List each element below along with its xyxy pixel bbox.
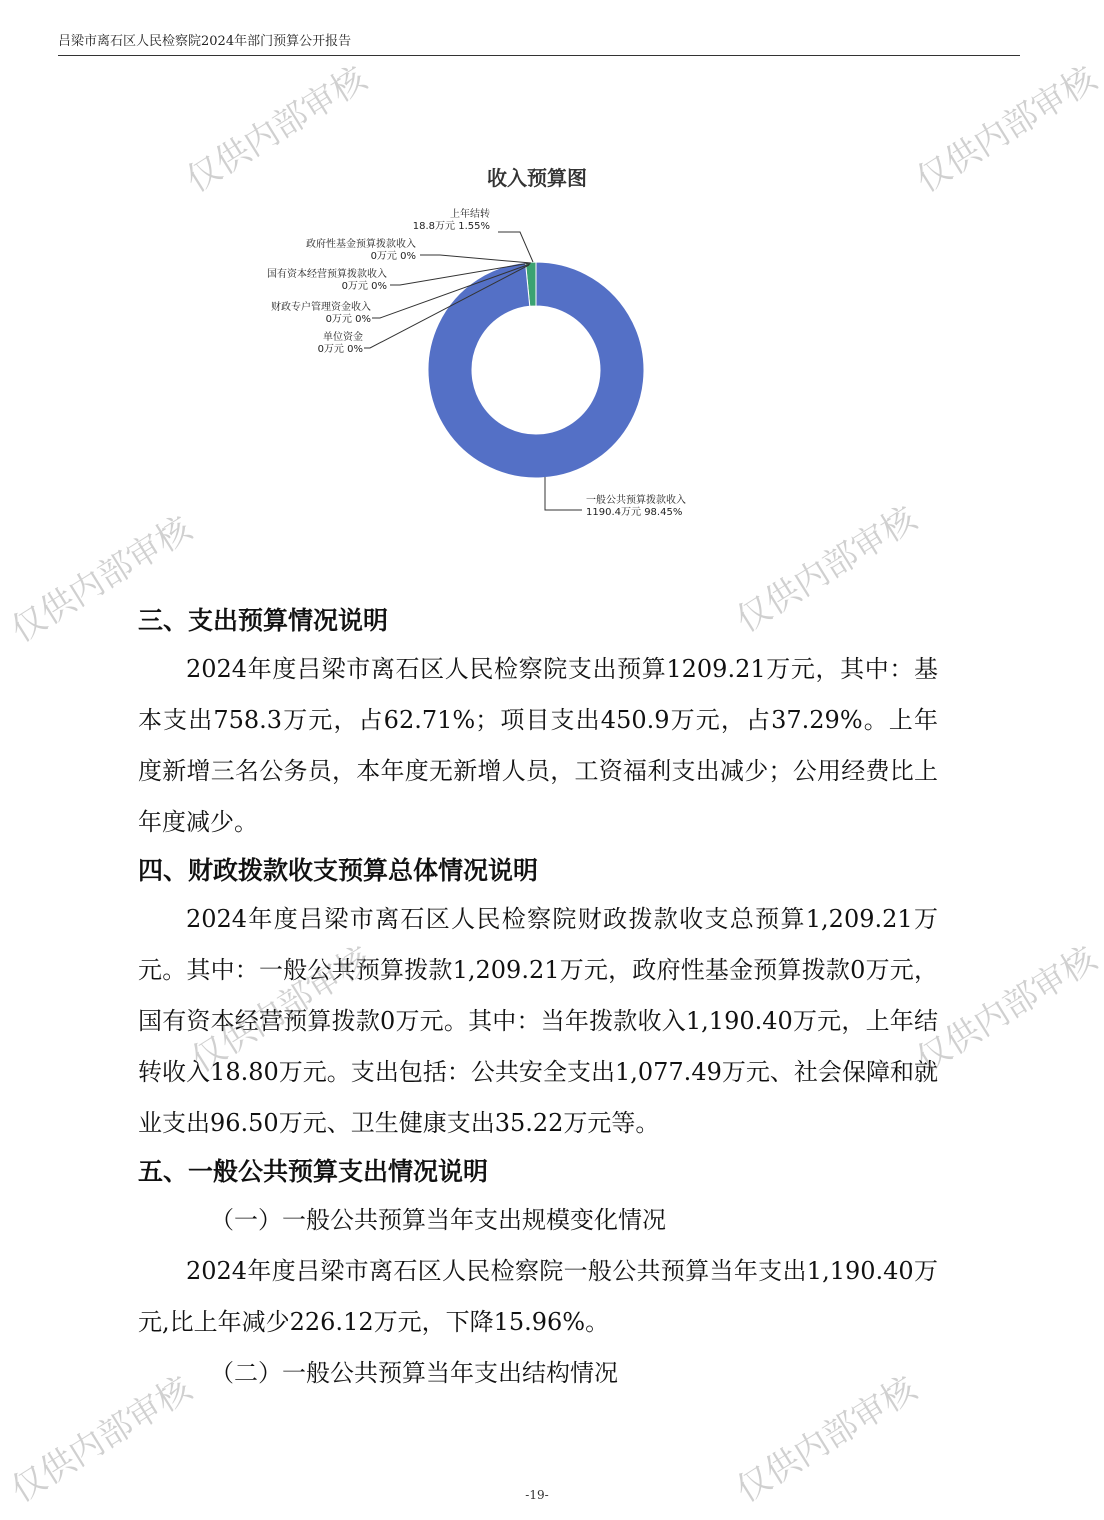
watermark: 仅供内部审核 <box>4 508 199 651</box>
label-slice-2-name: 财政专户管理资金收入 <box>271 302 371 313</box>
label-slice-0-name: 一般公共预算拨款收入 <box>586 495 686 506</box>
watermark: 仅供内部审核 <box>184 938 379 1081</box>
watermark: 仅供内部审核 <box>729 498 924 641</box>
label-slice-5: 上年结转 18.8万元 1.55% <box>412 209 490 232</box>
report-body <box>138 598 938 1399</box>
watermark: 仅供内部审核 <box>729 1368 924 1511</box>
section-3-heading: 三、支出预算情况说明 <box>138 606 389 635</box>
section-4-paragraph: 2024年度吕梁市离石区人民检察院财政拨款收支总预算1,209.21万元。其中：一般公共预算拨款1,209.21万元，政府性基金预算拨款0万元，国有资本经营预算拨款0万元。其中：当年拨款收入1,190.40万元，上年结转收入18.80万元。支出包括：公共安全支出1,077.49万元、社会保障和就业支出96.50万元、卫生健康支出35.22万元等。 <box>138 905 938 1137</box>
chart-title: 收入预算图 <box>487 166 587 190</box>
label-slice-4: 政府性基金预算拨款收入 0万元 0% <box>306 239 416 262</box>
leader-line-5 <box>498 232 533 262</box>
leader-line-4 <box>420 255 531 263</box>
section-4-heading: 四、财政拨款收支预算总体情况说明 <box>138 856 539 885</box>
donut-slice-0 <box>428 262 644 478</box>
label-slice-1: 单位资金 0万元 0% <box>317 332 363 355</box>
section-5-paragraph: 2024年度吕梁市离石区人民检察院一般公共预算当年支出1,190.40万元,比上年减少226.12万元，下降15.96%。 <box>138 1257 938 1336</box>
page-header: 吕梁市离石区人民检察院2024年部门预算公开报告 <box>58 30 1020 56</box>
leader-line-0 <box>545 477 582 510</box>
watermark: 仅供内部审核 <box>909 58 1104 201</box>
label-slice-0: 一般公共预算拨款收入 1190.4万元 98.45% <box>586 495 686 518</box>
section-5-heading: 五、一般公共预算支出情况说明 <box>138 1157 489 1186</box>
label-slice-5-name: 上年结转 <box>450 209 490 220</box>
label-slice-3: 国有资本经营预算拨款收入 0万元 0% <box>267 269 387 292</box>
label-slice-1-name: 单位资金 <box>323 332 363 343</box>
section-3-paragraph: 2024年度吕梁市离石区人民检察院支出预算1209.21万元，其中：基本支出758.3万元，占62.71%；项目支出450.9万元，占37.29%。上年度新增三名公务员，本年度无新增人员，工资福利支出减少；公用经费比上年度减少。 <box>138 655 938 836</box>
watermark: 仅供内部审核 <box>4 1368 199 1511</box>
income-budget-chart <box>0 150 1074 550</box>
label-slice-3-name: 国有资本经营预算拨款收入 <box>267 269 387 280</box>
section-5-subheading-1: （一）一般公共预算当年支出规模变化情况 <box>210 1206 666 1234</box>
page-number: -19- <box>525 1488 549 1502</box>
watermark: 仅供内部审核 <box>909 938 1104 1081</box>
label-slice-2: 财政专户管理资金收入 0万元 0% <box>271 302 371 325</box>
section-5-subheading-2: （二）一般公共预算当年支出结构情况 <box>210 1359 618 1387</box>
label-slice-4-name: 政府性基金预算拨款收入 <box>306 239 416 250</box>
donut-svg <box>0 150 1074 550</box>
watermark: 仅供内部审核 <box>179 58 374 201</box>
